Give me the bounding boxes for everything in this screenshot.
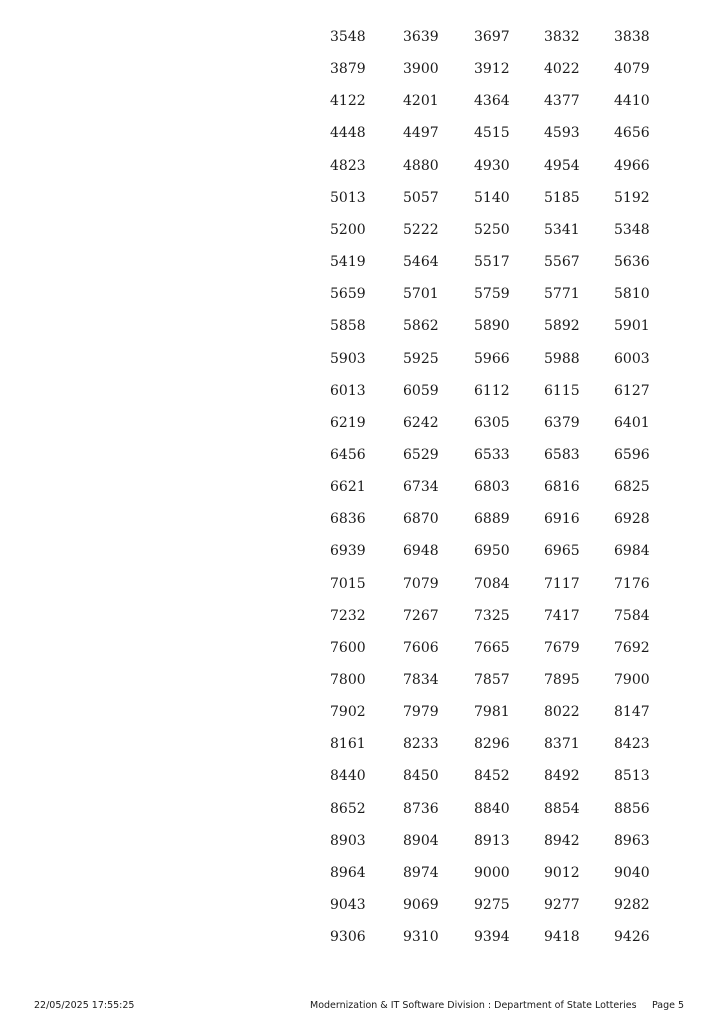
number-cell: 5701 [403, 286, 439, 303]
number-cell: 8652 [330, 800, 366, 817]
number-cell: 4930 [474, 157, 510, 174]
number-cell: 8452 [474, 768, 510, 785]
number-row [0, 734, 724, 754]
footer-division: Modernization & IT Software Division : Department of State Lotteries [310, 1000, 637, 1011]
number-cell: 8904 [403, 832, 439, 849]
number-cell: 6013 [330, 382, 366, 399]
number-cell: 4364 [474, 93, 510, 110]
number-cell: 5858 [330, 318, 366, 335]
number-cell: 5185 [544, 189, 580, 206]
number-cell: 5988 [544, 350, 580, 367]
number-row [0, 702, 724, 722]
number-cell: 6825 [614, 479, 650, 496]
number-row [0, 91, 724, 111]
number-cell: 6596 [614, 446, 650, 463]
number-cell: 4593 [544, 125, 580, 142]
page-footer [0, 997, 724, 1015]
number-cell: 8942 [544, 832, 580, 849]
number-cell: 6112 [474, 382, 510, 399]
number-row [0, 831, 724, 851]
number-cell: 6401 [614, 414, 650, 431]
number-cell: 9426 [614, 929, 650, 946]
number-cell: 4823 [330, 157, 366, 174]
number-cell: 9306 [330, 929, 366, 946]
footer-page-number: Page 5 [652, 1000, 685, 1011]
number-cell: 5810 [614, 286, 650, 303]
number-cell: 5419 [330, 254, 366, 270]
number-cell: 8913 [474, 832, 510, 849]
number-row [0, 606, 724, 626]
number-row [0, 349, 724, 369]
number-cell: 7834 [403, 672, 439, 688]
number-cell: 4656 [614, 125, 650, 142]
number-cell: 9277 [544, 897, 580, 913]
number-cell: 7857 [474, 672, 510, 688]
number-cell: 8492 [544, 768, 580, 785]
number-cell: 8450 [403, 768, 439, 785]
number-row [0, 156, 724, 176]
number-cell: 8161 [330, 736, 366, 753]
number-row [0, 670, 724, 690]
number-cell: 6456 [330, 446, 366, 463]
footer-timestamp: 22/05/2025 17:55:25 [34, 1000, 135, 1011]
number-cell: 5057 [403, 189, 439, 206]
number-cell: 6529 [403, 446, 439, 463]
number-cell: 5517 [474, 254, 510, 270]
number-cell: 9000 [474, 864, 510, 881]
number-row [0, 27, 724, 47]
number-cell: 7679 [544, 639, 580, 656]
number-cell: 8513 [614, 768, 650, 785]
number-cell: 3548 [330, 29, 366, 45]
number-cell: 5200 [330, 221, 366, 238]
number-row [0, 541, 724, 561]
number-cell: 6533 [474, 446, 510, 463]
number-cell: 8440 [330, 768, 366, 785]
number-cell: 6305 [474, 414, 510, 431]
number-cell: 7117 [544, 575, 580, 592]
number-cell: 7895 [544, 672, 580, 688]
number-cell: 7979 [403, 704, 439, 721]
number-cell: 6965 [544, 543, 580, 560]
number-cell: 5192 [614, 189, 650, 206]
number-cell: 5759 [474, 286, 510, 303]
number-cell: 5222 [403, 221, 439, 238]
number-cell: 7267 [403, 607, 439, 624]
number-cell: 8371 [544, 736, 580, 753]
number-cell: 7232 [330, 607, 366, 624]
number-row [0, 284, 724, 304]
number-cell: 9275 [474, 897, 510, 913]
number-cell: 6583 [544, 446, 580, 463]
number-cell: 8964 [330, 864, 366, 881]
number-cell: 5341 [544, 221, 580, 238]
number-row [0, 863, 724, 883]
number-cell: 5892 [544, 318, 580, 335]
number-cell: 7902 [330, 704, 366, 721]
number-cell: 9040 [614, 864, 650, 881]
number-cell: 6950 [474, 543, 510, 560]
number-cell: 6984 [614, 543, 650, 560]
number-cell: 3639 [403, 29, 439, 45]
number-cell: 5890 [474, 318, 510, 335]
number-cell: 5903 [330, 350, 366, 367]
number-cell: 4377 [544, 93, 580, 110]
number-cell: 5013 [330, 189, 366, 206]
number-cell: 5862 [403, 318, 439, 335]
number-cell: 4966 [614, 157, 650, 174]
number-row [0, 445, 724, 465]
number-cell: 7015 [330, 575, 366, 592]
number-cell: 9310 [403, 929, 439, 946]
number-cell: 8147 [614, 704, 650, 721]
number-cell: 8736 [403, 800, 439, 817]
number-cell: 5348 [614, 221, 650, 238]
number-cell: 6939 [330, 543, 366, 560]
number-cell: 3697 [474, 29, 510, 45]
number-row [0, 638, 724, 658]
number-cell: 8903 [330, 832, 366, 849]
number-cell: 7692 [614, 639, 650, 656]
number-cell: 5464 [403, 254, 439, 270]
number-row [0, 381, 724, 401]
number-cell: 4410 [614, 93, 650, 110]
number-cell: 4079 [614, 61, 650, 78]
number-cell: 6127 [614, 382, 650, 399]
number-cell: 6916 [544, 511, 580, 528]
number-row [0, 188, 724, 208]
number-row [0, 220, 724, 240]
number-cell: 4880 [403, 157, 439, 174]
number-cell: 8022 [544, 704, 580, 721]
number-cell: 5567 [544, 254, 580, 270]
number-cell: 6003 [614, 350, 650, 367]
number-row [0, 509, 724, 529]
number-cell: 8963 [614, 832, 650, 849]
number-cell: 5636 [614, 254, 650, 270]
number-row [0, 59, 724, 79]
number-cell: 9069 [403, 897, 439, 913]
number-cell: 5925 [403, 350, 439, 367]
number-cell: 4448 [330, 125, 366, 142]
number-cell: 8974 [403, 864, 439, 881]
number-row [0, 927, 724, 947]
number-row [0, 799, 724, 819]
number-cell: 7176 [614, 575, 650, 592]
number-cell: 5140 [474, 189, 510, 206]
number-cell: 8854 [544, 800, 580, 817]
number-row [0, 574, 724, 594]
number-cell: 6242 [403, 414, 439, 431]
number-cell: 6836 [330, 511, 366, 528]
number-cell: 9418 [544, 929, 580, 946]
number-cell: 6734 [403, 479, 439, 496]
number-cell: 8233 [403, 736, 439, 753]
number-cell: 6948 [403, 543, 439, 560]
number-cell: 7900 [614, 672, 650, 688]
number-cell: 5901 [614, 318, 650, 335]
number-cell: 7079 [403, 575, 439, 592]
number-cell: 9282 [614, 897, 650, 913]
number-cell: 7981 [474, 704, 510, 721]
number-row [0, 413, 724, 433]
number-cell: 8856 [614, 800, 650, 817]
number-cell: 5250 [474, 221, 510, 238]
number-row [0, 477, 724, 497]
number-cell: 6115 [544, 382, 580, 399]
number-row [0, 123, 724, 143]
number-row [0, 766, 724, 786]
number-cell: 8840 [474, 800, 510, 817]
number-cell: 6379 [544, 414, 580, 431]
number-cell: 3838 [614, 29, 650, 45]
number-cell: 6928 [614, 511, 650, 528]
number-cell: 7417 [544, 607, 580, 624]
number-cell: 7084 [474, 575, 510, 592]
number-cell: 6870 [403, 511, 439, 528]
number-cell: 9012 [544, 864, 580, 881]
number-cell: 7665 [474, 639, 510, 656]
number-row [0, 316, 724, 336]
number-row [0, 252, 724, 272]
number-cell: 6219 [330, 414, 366, 431]
number-row [0, 895, 724, 915]
number-cell: 7600 [330, 639, 366, 656]
number-cell: 3912 [474, 61, 510, 78]
number-cell: 4497 [403, 125, 439, 142]
number-cell: 4515 [474, 125, 510, 142]
number-cell: 8423 [614, 736, 650, 753]
number-cell: 3879 [330, 61, 366, 78]
number-cell: 7800 [330, 672, 366, 688]
number-cell: 6889 [474, 511, 510, 528]
number-cell: 6803 [474, 479, 510, 496]
number-cell: 5659 [330, 286, 366, 303]
number-cell: 6621 [330, 479, 366, 496]
number-cell: 8296 [474, 736, 510, 753]
number-cell: 4022 [544, 61, 580, 78]
number-cell: 5771 [544, 286, 580, 303]
number-cell: 4201 [403, 93, 439, 110]
number-cell: 7606 [403, 639, 439, 656]
number-cell: 3900 [403, 61, 439, 78]
number-cell: 4954 [544, 157, 580, 174]
number-cell: 9394 [474, 929, 510, 946]
number-cell: 6816 [544, 479, 580, 496]
number-cell: 9043 [330, 897, 366, 913]
number-cell: 7325 [474, 607, 510, 624]
number-cell: 6059 [403, 382, 439, 399]
number-cell: 4122 [330, 93, 366, 110]
number-cell: 5966 [474, 350, 510, 367]
number-cell: 3832 [544, 29, 580, 45]
number-cell: 7584 [614, 607, 650, 624]
